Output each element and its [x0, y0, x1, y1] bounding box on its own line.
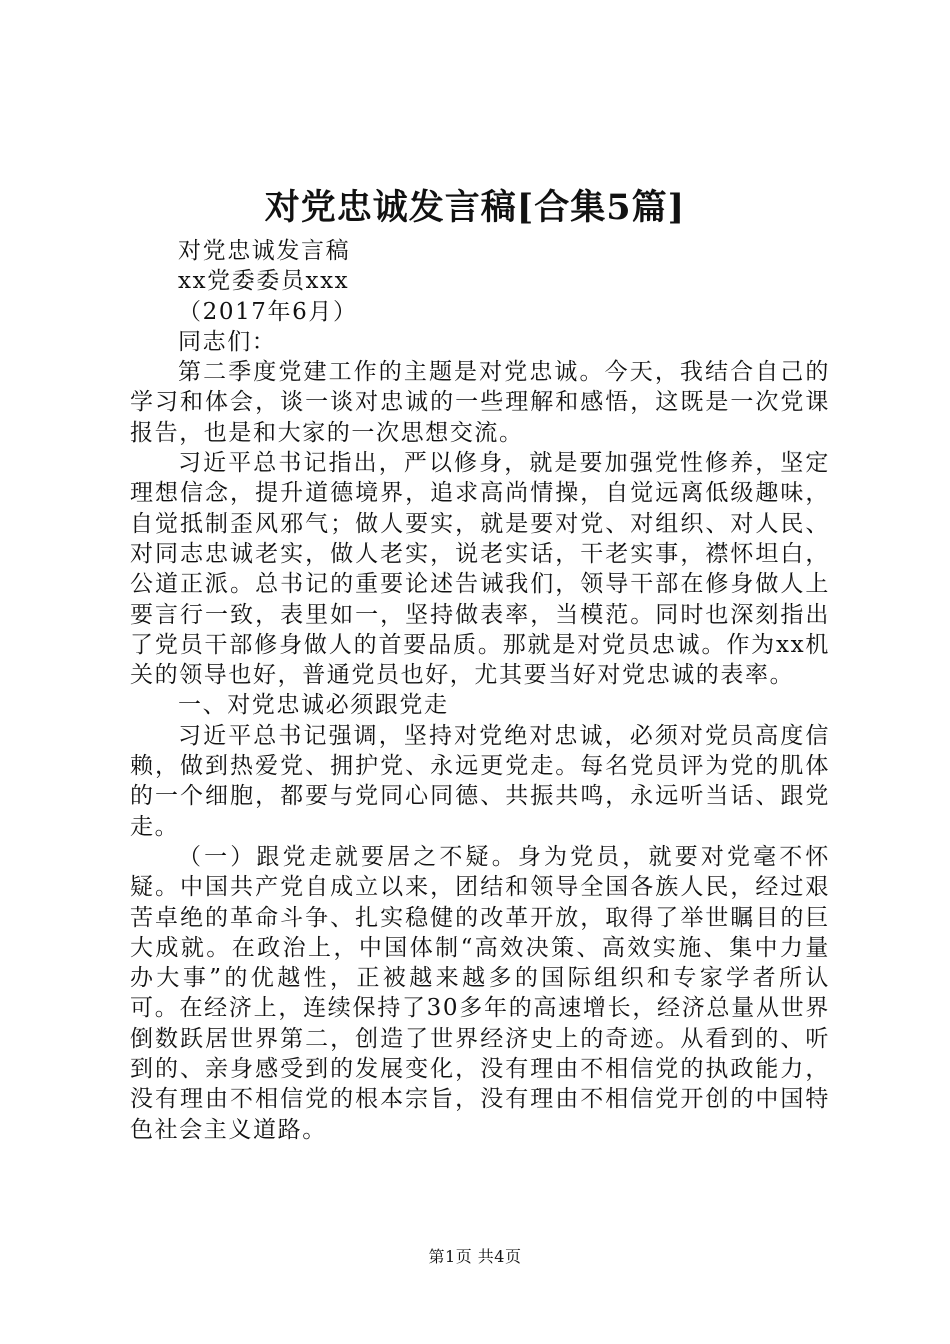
document-title: 对党忠诚发言稿[合集5篇]	[264, 187, 686, 228]
paragraph-date: （2017年6月）	[178, 298, 358, 325]
paragraph-author: xx党委委员xxx	[178, 268, 350, 295]
paragraph-subtitle: 对党忠诚发言稿	[178, 238, 351, 264]
section-heading: 一、对党忠诚必须跟党走	[178, 692, 449, 719]
paragraph-body: 习近平总书记指出，严以修身，就是要加强党性修养，坚定理想信念，提升道德境界，追求高尚情操，自觉远离低级趣味，自觉抵制歪风邪气；做人要实，就是要对党、对组织、对人民、对同志忠诚老实，做人老实，说老实话，干老实事，襟怀坦白，公道正派。总书记的重要论述告诫我们，领导干部在修身做人上要言行一致，表里如一，坚持做表率，当模范。同时也深刻指出了党员干部修身做人的首要品质。那就是对党员忠诚。作为xx机关的领导也好，普通党员也好，尤其要当好对党忠诚的表率。	[130, 450, 830, 689]
paragraph-body: 习近平总书记强调，坚持对党绝对忠诚，必须对党员高度信赖，做到热爱党、拥护党、永远更党走。每名党员评为党的肌体的一个细胞，都要与党同心同德、共振共鸣，永远听当话、跟党走。	[130, 722, 830, 840]
paragraph-intro: 第二季度党建工作的主题是对党忠诚。今天，我结合自己的学习和体会，谈一谈对忠诚的一些理解和感悟，这既是一次党课报告，也是和大家的一次思想交流。	[130, 359, 830, 446]
paragraph-salutation: 同志们：	[178, 328, 277, 355]
paragraph-body: （一）跟党走就要居之不疑。身为党员，就要对党毫不怀疑。中国共产党自成立以来，团结和领导全国各族人民，经过艰苦卓绝的革命斗争、扎实稳健的改革开放，取得了举世瞩目的巨大成就。在政治上，中国体制“高效决策、高效实施、集中力量办大事”的优越性，正被越来越多的国际组织和专家学者所认可。在经济上，连续保持了30多年的高速增长，经济总量从世界倒数跃居世界第二，创造了世界经济史上的奇迹。从看到的、听到的、亲身感受到的发展变化，没有理由不相信党的执政能力，没有理由不相信党的根本宗旨，没有理由不相信党开创的中国特色社会主义道路。	[130, 843, 830, 1143]
document-body	[130, 236, 830, 1145]
page-number-footer: 第1页 共4页	[428, 1247, 522, 1266]
